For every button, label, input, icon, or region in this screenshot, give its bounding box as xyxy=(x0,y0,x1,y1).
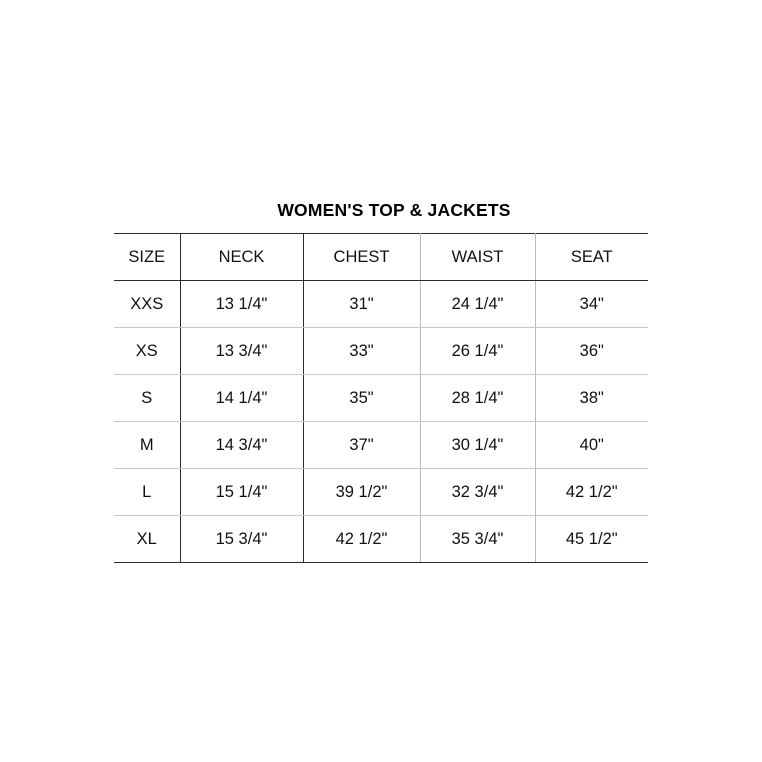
cell-size: S xyxy=(114,375,180,422)
column-header-size: SIZE xyxy=(114,234,180,281)
column-header-seat: SEAT xyxy=(535,234,648,281)
cell-seat: 36" xyxy=(535,328,648,375)
cell-size: XS xyxy=(114,328,180,375)
cell-waist: 24 1/4" xyxy=(420,281,535,328)
table-row xyxy=(114,469,648,516)
cell-seat: 34" xyxy=(535,281,648,328)
size-chart xyxy=(114,200,648,563)
table-header-row xyxy=(114,234,648,281)
cell-neck: 14 1/4" xyxy=(180,375,303,422)
cell-seat: 45 1/2" xyxy=(535,516,648,563)
cell-seat: 42 1/2" xyxy=(535,469,648,516)
table-row xyxy=(114,375,648,422)
column-header-neck: NECK xyxy=(180,234,303,281)
cell-chest: 39 1/2" xyxy=(303,469,420,516)
cell-seat: 38" xyxy=(535,375,648,422)
cell-neck: 13 1/4" xyxy=(180,281,303,328)
cell-waist: 32 3/4" xyxy=(420,469,535,516)
cell-neck: 14 3/4" xyxy=(180,422,303,469)
cell-waist: 28 1/4" xyxy=(420,375,535,422)
cell-neck: 13 3/4" xyxy=(180,328,303,375)
cell-chest: 35" xyxy=(303,375,420,422)
cell-size: L xyxy=(114,469,180,516)
cell-chest: 37" xyxy=(303,422,420,469)
cell-size: XXS xyxy=(114,281,180,328)
cell-chest: 33" xyxy=(303,328,420,375)
cell-chest: 31" xyxy=(303,281,420,328)
cell-waist: 35 3/4" xyxy=(420,516,535,563)
table-row xyxy=(114,422,648,469)
cell-seat: 40" xyxy=(535,422,648,469)
page-title: WOMEN'S TOP & JACKETS xyxy=(277,200,511,220)
cell-size: M xyxy=(114,422,180,469)
cell-size: XL xyxy=(114,516,180,563)
cell-neck: 15 3/4" xyxy=(180,516,303,563)
column-header-chest: CHEST xyxy=(303,234,420,281)
cell-waist: 26 1/4" xyxy=(420,328,535,375)
cell-neck: 15 1/4" xyxy=(180,469,303,516)
column-header-waist: WAIST xyxy=(420,234,535,281)
table-row xyxy=(114,328,648,375)
table-row xyxy=(114,281,648,328)
size-chart-table xyxy=(114,233,648,563)
cell-chest: 42 1/2" xyxy=(303,516,420,563)
cell-waist: 30 1/4" xyxy=(420,422,535,469)
table-row xyxy=(114,516,648,563)
